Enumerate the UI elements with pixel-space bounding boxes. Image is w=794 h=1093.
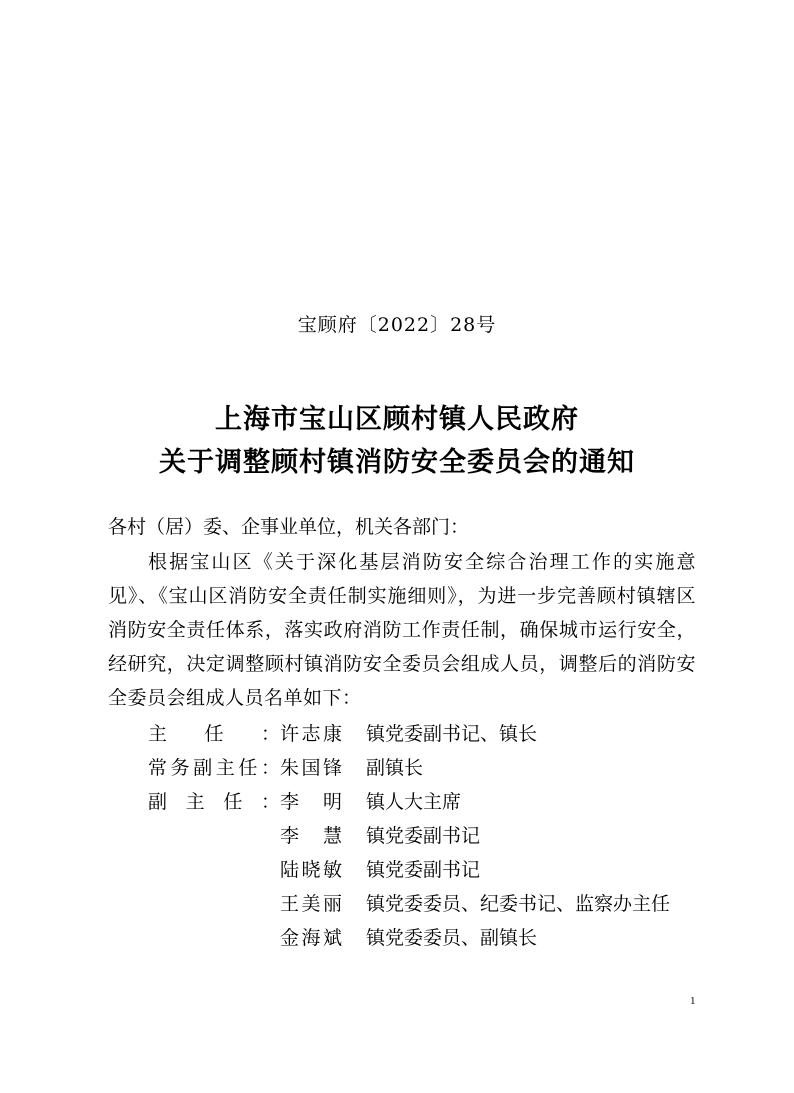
member-position: 镇人大主席	[366, 791, 462, 813]
member-position: 镇党委副书记	[366, 825, 481, 847]
member-row	[148, 921, 708, 955]
member-role	[148, 921, 280, 955]
member-role	[148, 853, 280, 887]
member-row	[148, 751, 708, 785]
member-name: 李明	[280, 791, 342, 813]
member-role: 常务副主任：	[148, 757, 280, 779]
member-name: 金海斌	[280, 927, 342, 949]
title-line-2: 关于调整顾村镇消防安全委员会的通知	[159, 447, 635, 478]
member-row	[148, 819, 708, 853]
member-position: 镇党委副书记	[366, 859, 481, 881]
member-list	[148, 717, 708, 955]
member-role: 主任：	[148, 723, 280, 745]
member-role: 副主任：	[148, 791, 280, 813]
member-row	[148, 887, 708, 921]
member-row	[148, 853, 708, 887]
member-role	[148, 887, 280, 921]
page-number: 1	[690, 995, 696, 1007]
member-row	[148, 717, 708, 751]
document-number: 宝顾府〔2022〕28号	[297, 314, 497, 336]
member-position: 镇党委委员、纪委书记、监察办主任	[366, 893, 671, 915]
member-name: 陆晓敏	[280, 859, 342, 881]
title-line-1: 上海市宝山区顾村镇人民政府	[215, 404, 579, 435]
salutation: 各村（居）委、企事业单位，机关各部门：	[108, 516, 470, 538]
member-position: 副镇长	[366, 757, 424, 779]
member-name: 朱国锋	[280, 757, 342, 779]
member-role	[148, 819, 280, 853]
member-position: 镇党委副书记、镇长	[366, 723, 538, 745]
member-name: 许志康	[280, 723, 342, 745]
body-paragraph: 根据宝山区《关于深化基层消防安全综合治理工作的实施意见》、《宝山区消防安全责任制实施细则》，为进一步完善顾村镇辖区消防安全责任体系，落实政府消防工作责任制，确保城市运行安全，经研究，决定调整顾村镇消防安全委员会组成人员，调整后的消防安全委员会组成人员名单如下：	[108, 551, 696, 709]
member-position: 镇党委委员、副镇长	[366, 927, 538, 949]
member-name: 王美丽	[280, 893, 342, 915]
member-name: 李慧	[280, 825, 342, 847]
member-row	[148, 785, 708, 819]
